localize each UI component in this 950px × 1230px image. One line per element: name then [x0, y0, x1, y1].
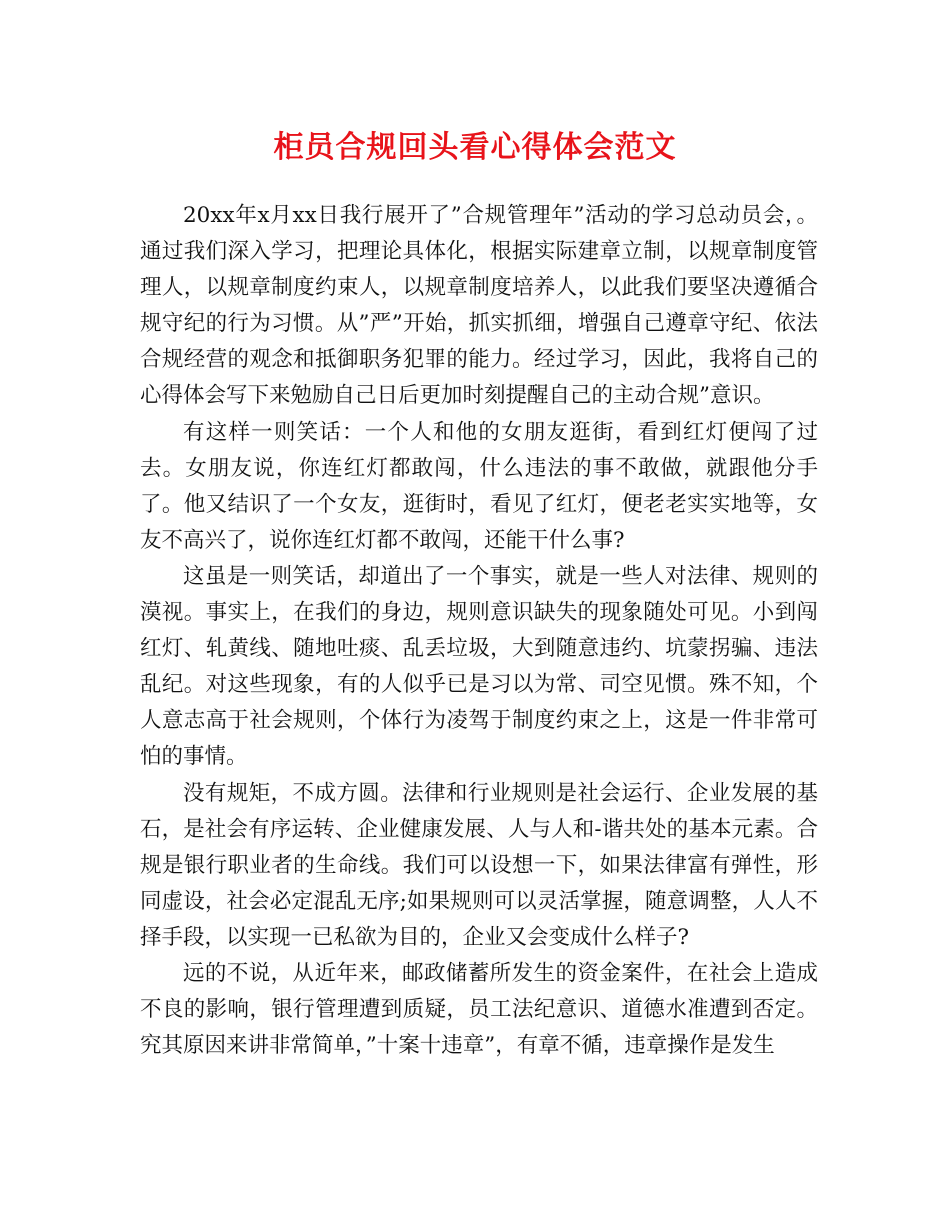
- paragraph-2: 有这样一则笑话：一个人和他的女朋友逛街，看到红灯便闯了过去。女朋友说，你连红灯都敢闯，什么违法的事不敢做，就跟他分手了。他又结识了一个女友，逛街时，看见了红灯，便老老实实地等，女友不高兴了，说你连红灯都不敢闯，还能干什么事?: [140, 419, 818, 553]
- paragraph-1: 20xx年x月xx日我行展开了”合规管理年”活动的学习总动员会，。通过我们深入学习，把理论具体化，根据实际建章立制，以规章制度管理人，以规章制度约束人，以规章制度培养人，以此我们要坚决遵循合规守纪的行为习惯。从”严”开始，抓实抓细，增强自己遵章守纪、依法合规经营的观念和抵御职务犯罪的能力。经过学习，因此，我将自己的心得体会写下来勉励自己日后更加时刻提醒自己的主动合规”意识。: [140, 203, 818, 409]
- paragraph-5: 远的不说，从近年来，邮政储蓄所发生的资金案件，在社会上造成不良的影响，银行管理遭到质疑，员工法纪意识、道德水准遭到否定。究其原因来讲非常简单，”十案十违章”，有章不循，违章操作是发生: [140, 960, 818, 1059]
- document-title: 柜员合规回头看心得体会范文: [273, 130, 677, 165]
- paragraph-3: 这虽是一则笑话，却道出了一个事实，就是一些人对法律、规则的漠视。事实上，在我们的身边，规则意识缺失的现象随处可见。小到闯红灯、轧黄线、随地吐痰、乱丢垃圾，大到随意违约、坑蒙拐骗、违法乱纪。对这些现象，有的人似乎已是习以为常、司空见惯。殊不知，个人意志高于社会规则，个体行为凌驾于制度约束之上，这是一件非常可怕的事情。: [140, 563, 818, 770]
- document-body: [140, 198, 818, 1064]
- paragraph-4: 没有规矩，不成方圆。法律和行业规则是社会运行、企业发展的基石，是社会有序运转、企业健康发展、人与人和-谐共处的基本元素。合规是银行职业者的生命线。我们可以设想一下，如果法律富有弹性，形同虚设，社会必定混乱无序;如果规则可以灵活掌握，随意调整，人人不择手段，以实现一已私欲为目的，企业又会变成什么样子?: [140, 780, 818, 950]
